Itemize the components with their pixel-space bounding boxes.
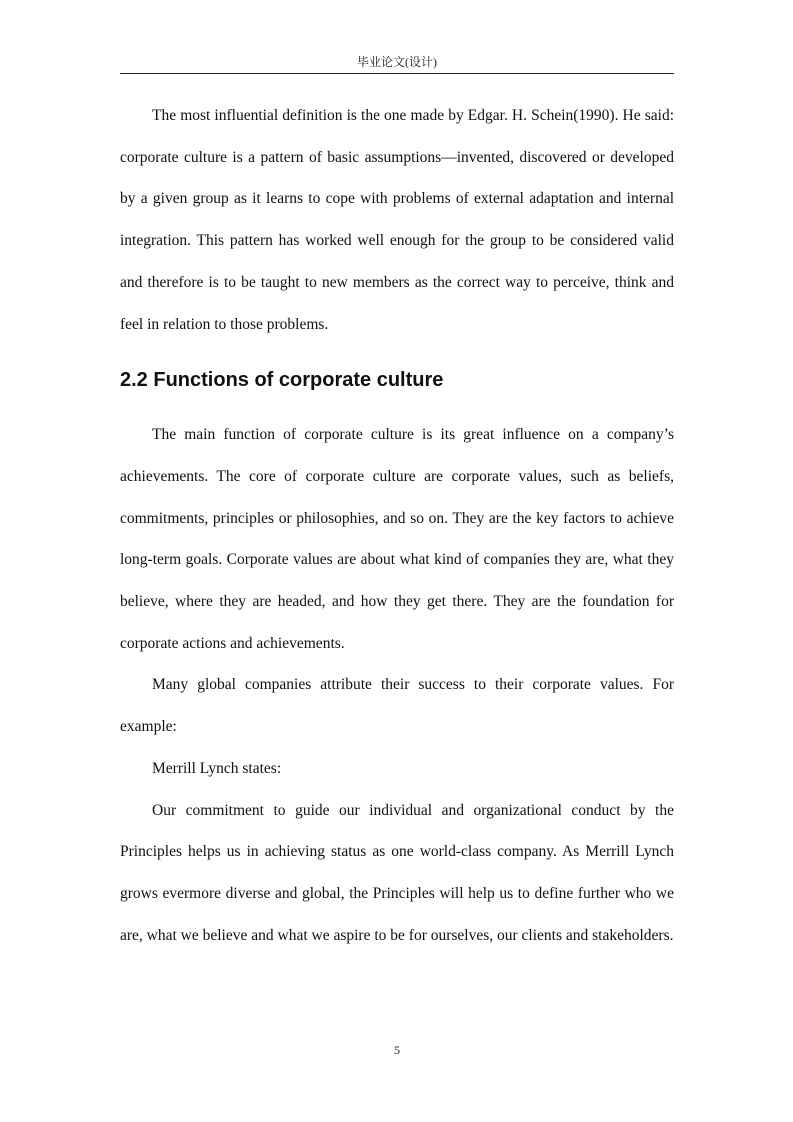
page-header: 毕业论文(设计) (357, 55, 437, 69)
paragraph-merrill-lynch-quote: Our commitment to guide our individual and organizational conduct by the Principles helps us in achieving status as one world-class company. As Merrill Lynch grows evermore diverse and global, the Principles will help us to define further who we are, what we believe and what we aspire to be for ourselves, our clients and stakeholders. (120, 801, 674, 944)
paragraph-main-function: The main function of corporate culture is its great influence on a company’s achievements. The core of corporate culture are corporate values, such as beliefs, commitments, principles or philosophies, and so on. They are the key factors to achieve long-term goals. Corporate values are about what kind of companies they are, what they believe, where they are headed, and how they get there. They are the foundation for corporate actions and achievements. (120, 426, 674, 652)
paragraph-merrill-lynch-states: Merrill Lynch states: (152, 759, 282, 777)
paragraph-schein-definition: The most influential definition is the one made by Edgar. H. Schein(1990). He said: corporate culture is a pattern of basic assumptions—invented, discovered or developed by a given group as it learns to cope with problems of external adaptation and internal integration. This pattern has worked well enough for the group to be considered valid and therefore is to be taught to new members as the correct way to perceive, think and feel in relation to those problems. (120, 107, 674, 333)
paragraph-global-companies: Many global companies attribute their success to their corporate values. For example: (120, 676, 674, 736)
page-body (120, 95, 674, 956)
header-rule (120, 73, 674, 74)
page-number: 5 (394, 1043, 400, 1057)
section-heading: 2.2 Functions of corporate culture (120, 369, 444, 392)
